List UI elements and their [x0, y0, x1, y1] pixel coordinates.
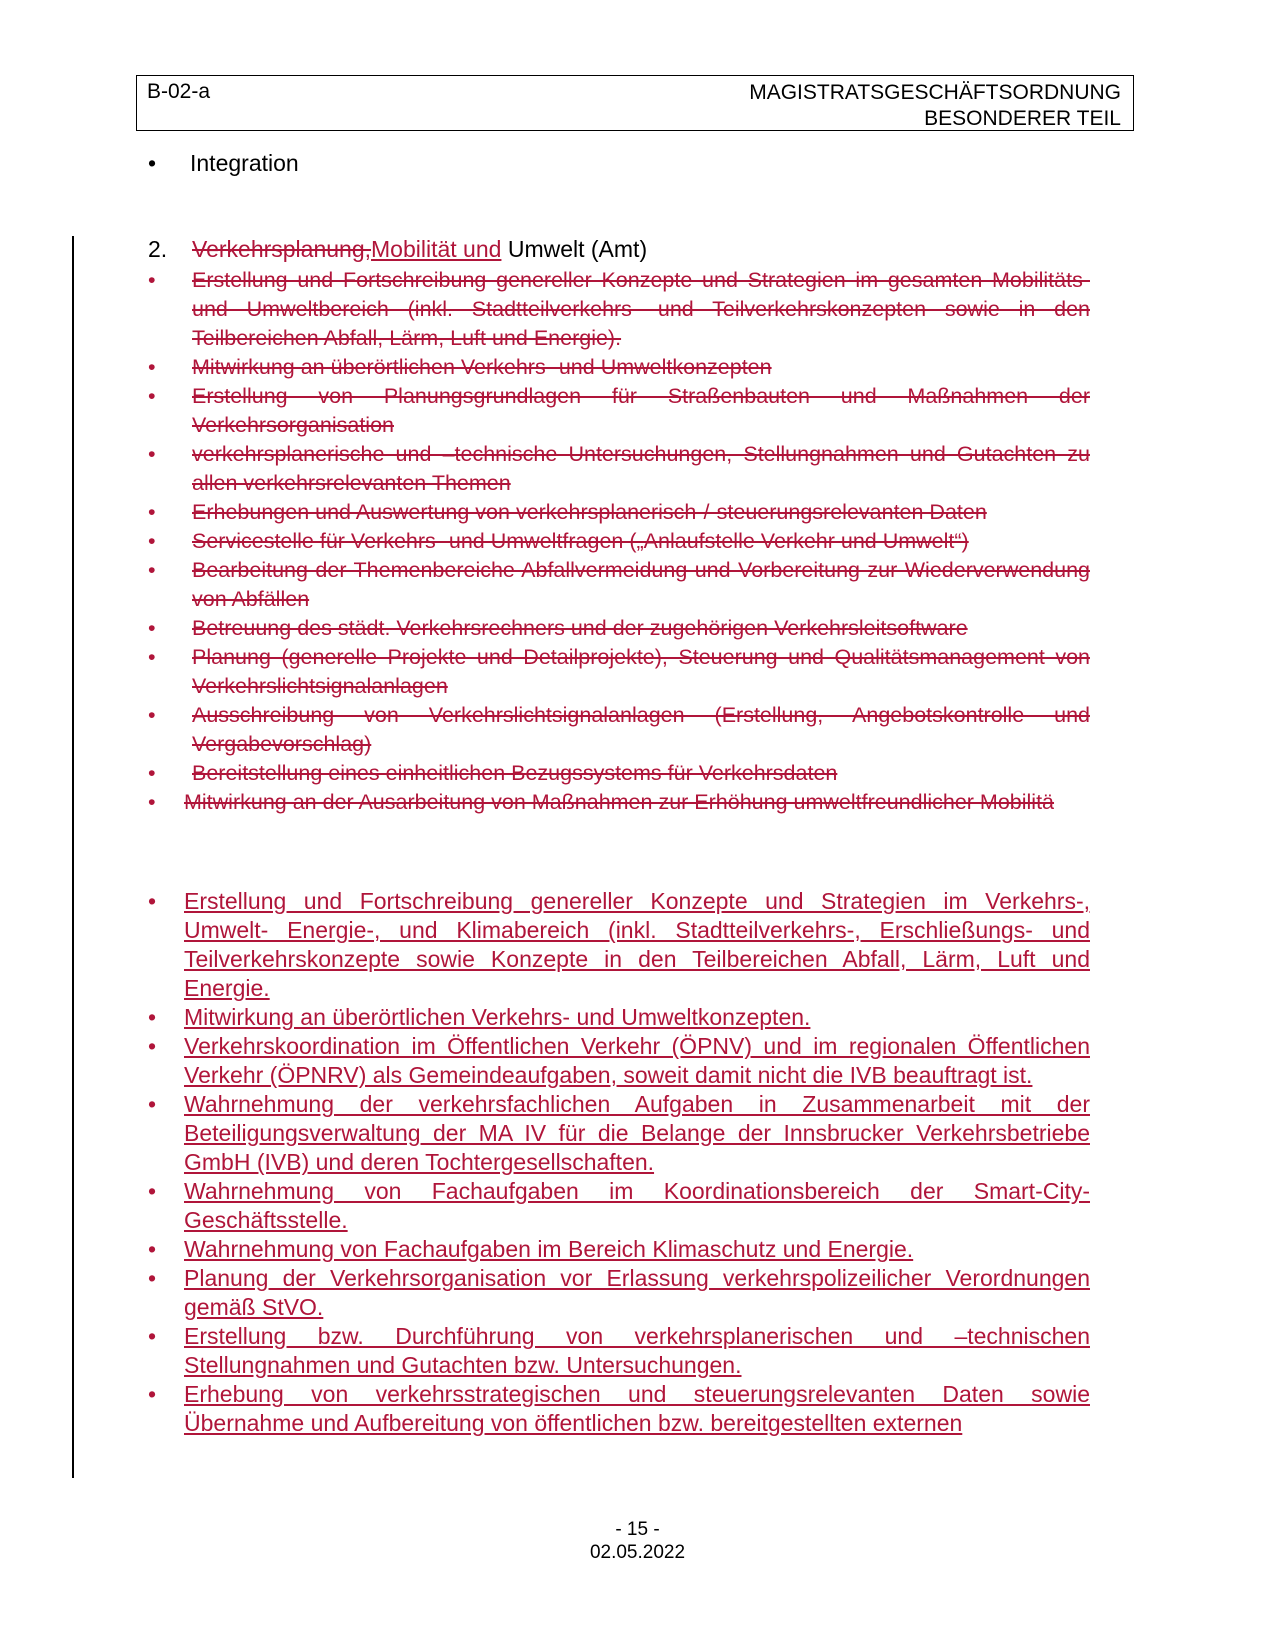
deleted-item-text: Mitwirkung an überörtlichen Verkehrs- und Umweltkonzepten [192, 355, 772, 379]
page-number: - 15 - [615, 1519, 660, 1540]
deleted-list-item [148, 701, 1090, 759]
deleted-item-text: Planung (generelle Projekte und Detailprojekte), Steuerung und Qualitätsmanagement von Verkehrslichtsignalanlagen [192, 645, 1090, 698]
bullet-icon: • [148, 790, 156, 814]
revision-change-bar [72, 236, 74, 1478]
inserted-list-item [148, 1090, 1090, 1177]
section-inserted-text: Mobilität und [371, 236, 502, 262]
inserted-list-item [148, 1380, 1090, 1438]
inserted-list-item [148, 1032, 1090, 1090]
inserted-list-item [148, 1322, 1090, 1380]
deleted-list-item [148, 527, 1090, 556]
bullet-icon: • [148, 1004, 157, 1030]
header-title-line2: BESONDERER TEIL [924, 107, 1121, 130]
inserted-item-text: Wahrnehmung von Fachaufgaben im Koordinationsbereich der Smart-City-Geschäftsstelle. [184, 1178, 1090, 1233]
bullet-icon: • [148, 558, 156, 582]
bullet-icon: • [148, 150, 157, 176]
page-footer [0, 1518, 1275, 1564]
deleted-list-item [148, 759, 1090, 788]
deleted-item-text: Erstellung und Fortschreibung genereller Konzepte und Strategien im gesamten Mobilitäts- und Umweltbereich (inkl. Stadtteilverkehrs- und Teilverkehrskonzepten sowie in den Teilbereichen Abfall, Lärm, Luft und Energie). [192, 268, 1090, 350]
deleted-item-text: Servicestelle für Verkehrs- und Umweltfragen („Anlaufstelle Verkehr und Umwelt“) [192, 529, 969, 553]
header-title [749, 80, 1121, 132]
deleted-item-text: Erstellung von Planungsgrundlagen für Straßenbauten und Maßnahmen der Verkehrsorganisation [192, 384, 1090, 437]
bullet-icon: • [148, 355, 156, 379]
deleted-item-text: Erhebungen und Auswertung von verkehrsplanerisch-/-steuerungsrelevanten Daten [192, 500, 987, 524]
deleted-list-item [148, 788, 1090, 817]
inserted-item-text: Wahrnehmung der verkehrsfachlichen Aufgaben in Zusammenarbeit mit der Beteiligungsverwaltung der MA IV für die Belange der Innsbrucker Verkehrsbetriebe GmbH (IVB) und deren Tochtergesellschaften. [184, 1091, 1090, 1175]
bullet-icon: • [148, 268, 156, 292]
bullet-icon: • [148, 384, 156, 408]
deleted-item-text: Bearbeitung der Themenbereiche Abfallvermeidung und Vorbereitung zur Wiederverwendung von Abfällen [192, 558, 1090, 611]
bullet-icon: • [148, 1323, 157, 1349]
bullet-icon: • [148, 1091, 157, 1117]
header-title-line1: MAGISTRATSGESCHÄFTSORDNUNG [749, 81, 1121, 104]
section-deleted-text: Verkehrsplanung, [192, 236, 372, 262]
bullet-icon: • [148, 442, 156, 466]
section-heading [148, 236, 647, 263]
inserted-item-text: Erhebung von verkehrsstrategischen und steuerungsrelevanten Daten sowie Übernahme und Aufbereitung von öffentlichen bzw. bereitgestellten externen [184, 1381, 1090, 1436]
bullet-icon: • [148, 500, 156, 524]
deleted-list-item [148, 353, 1090, 382]
deleted-items-list [148, 266, 1090, 817]
inserted-item-text: Planung der Verkehrsorganisation vor Erlassung verkehrspolizeilicher Verordnungen gemäß StVO. [184, 1265, 1090, 1320]
section-number: 2. [148, 236, 168, 262]
bullet-icon: • [148, 1265, 157, 1291]
bullet-icon: • [148, 1178, 157, 1204]
deleted-list-item [148, 556, 1090, 614]
bullet-icon: • [148, 1381, 157, 1407]
document-date: 02.05.2022 [589, 1542, 686, 1563]
inserted-item-text: Erstellung und Fortschreibung genereller Konzepte und Strategien im Verkehrs-, Umwelt- Energie-, und Klimabereich (inkl. Stadtteilverkehrs-, Erschließungs- und Teilverkehrskonzepte sowie Konzepte in den Teilbereichen Abfall, Lärm, Luft und Energie. [184, 888, 1090, 1001]
inserted-item-text: Verkehrskoordination im Öffentlichen Verkehr (ÖPNV) und im regionalen Öffentlichen Verkehr (ÖPNRV) als Gemeindeaufgaben, soweit damit nicht die IVB beauftragt ist. [184, 1033, 1090, 1088]
bullet-icon: • [148, 761, 156, 785]
bullet-icon: • [148, 616, 156, 640]
inserted-list-item [148, 1003, 1090, 1032]
section-title-rest: Umwelt (Amt) [501, 236, 648, 262]
bullet-icon: • [148, 529, 156, 553]
deleted-list-item [148, 382, 1090, 440]
inserted-item-text: Erstellung bzw. Durchführung von verkehrsplanerischen und –technischen Stellungnahmen und Gutachten bzw. Untersuchungen. [184, 1323, 1090, 1378]
bullet-icon: • [148, 645, 156, 669]
bullet-icon: • [148, 1033, 157, 1059]
inserted-item-text: Mitwirkung an überörtlichen Verkehrs- und Umweltkonzepten. [184, 1004, 811, 1030]
document-code: B-02-a [147, 80, 211, 103]
deleted-item-text: Mitwirkung an der Ausarbeitung von Maßnahmen zur Erhöhung umweltfreundlicher Mobilitä [184, 790, 1055, 814]
deleted-list-item [148, 440, 1090, 498]
inserted-items-list [148, 887, 1090, 1438]
inserted-list-item [148, 1235, 1090, 1264]
deleted-list-item [148, 643, 1090, 701]
deleted-item-text: verkehrsplanerische und –technische Untersuchungen, Stellungnahmen und Gutachten zu allen verkehrsrelevanten Themen [192, 442, 1090, 495]
deleted-list-item [148, 266, 1090, 353]
deleted-item-text: Betreuung des städt. Verkehrsrechners und der zugehörigen Verkehrsleitsoftware [192, 616, 968, 640]
bullet-icon: • [148, 1236, 157, 1262]
deleted-item-text: Ausschreibung von Verkehrslichtsignalanlagen (Erstellung, Angebotskontrolle und Vergabevorschlag) [192, 703, 1090, 756]
inserted-list-item [148, 1264, 1090, 1322]
inserted-list-item [148, 887, 1090, 1003]
page-header [136, 75, 1134, 131]
deleted-list-item [148, 498, 1090, 527]
integration-text: Integration [190, 150, 299, 176]
deleted-list-item [148, 614, 1090, 643]
inserted-item-text: Wahrnehmung von Fachaufgaben im Bereich Klimaschutz und Energie. [184, 1236, 914, 1262]
bullet-icon: • [148, 888, 157, 914]
inserted-list-item [148, 1177, 1090, 1235]
bullet-icon: • [148, 703, 156, 727]
deleted-item-text: Bereitstellung eines einheitlichen Bezugssystems für Verkehrsdaten [192, 761, 838, 785]
